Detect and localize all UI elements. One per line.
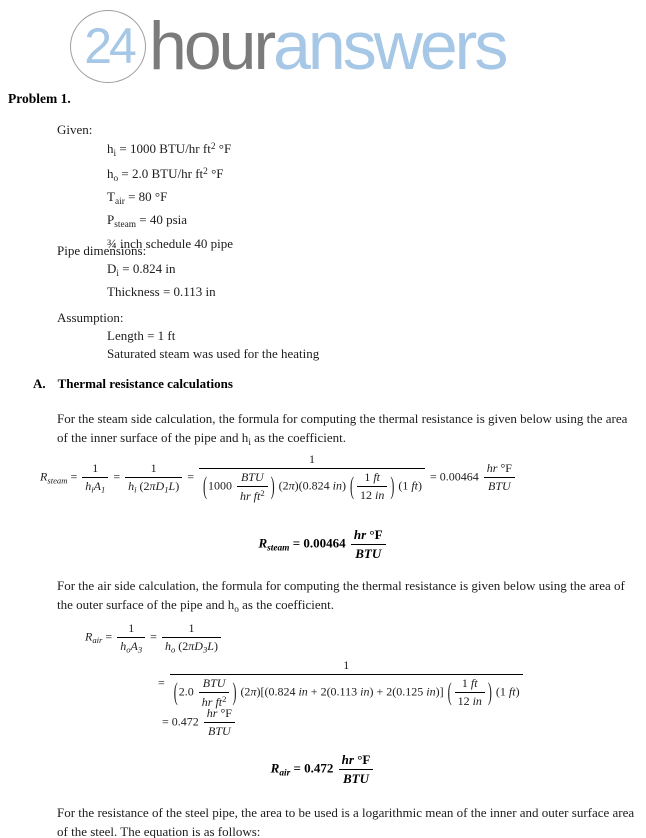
formula-token: T <box>107 189 115 204</box>
formula-token: ( <box>173 677 178 707</box>
fraction-denominator <box>357 487 387 503</box>
fraction <box>357 470 387 503</box>
pipe-dimensions-list <box>107 260 216 301</box>
formula-token: ( <box>447 677 452 707</box>
formula-token: Length = 1 ft <box>107 328 176 343</box>
pipe-dimensions-label: Pipe dimensions: <box>57 243 147 258</box>
fraction-denominator <box>125 478 182 495</box>
formula-token: 2.0 <box>178 684 197 699</box>
formula-token: o <box>113 173 119 184</box>
fraction-numerator <box>204 706 235 723</box>
formula-token: h <box>164 639 171 653</box>
fraction-numerator <box>357 470 387 487</box>
formula-token: 1 <box>461 676 471 691</box>
fraction-denominator <box>82 478 108 495</box>
formula-token: R <box>85 629 93 644</box>
formula-token: 1000 <box>207 478 235 493</box>
formula-token: in <box>332 478 342 493</box>
formula-token: °F <box>497 461 512 476</box>
formula-token: ft <box>373 470 380 485</box>
formula-token: 1 <box>364 470 374 485</box>
given-item-psteam <box>107 211 233 234</box>
logo-word-answers: answers <box>273 8 506 84</box>
formula-token: o <box>170 644 176 655</box>
formula-token: i <box>248 437 251 448</box>
formula-token: (2 <box>275 478 289 493</box>
formula-token: ft <box>470 676 478 691</box>
formula-token: 1 <box>128 621 135 635</box>
section-a-title: Thermal resistance calculations <box>57 376 233 391</box>
formula-token: BTU <box>208 724 231 738</box>
formula-token: (2 <box>136 479 150 494</box>
formula-token: + 2(0.113 <box>307 684 361 699</box>
formula-token: 3 <box>202 644 208 655</box>
fraction <box>170 658 523 710</box>
fraction-numerator <box>455 676 485 693</box>
formula-token: i <box>116 268 119 279</box>
logo-24houranswers <box>70 8 505 84</box>
formula-token: ) <box>270 471 275 501</box>
formula-token: ) <box>487 677 492 707</box>
given-item-ho <box>107 164 233 189</box>
fraction <box>237 470 268 504</box>
formula-token: πD <box>188 639 203 653</box>
formula-token: i <box>134 484 137 495</box>
formula-token: = <box>147 629 160 644</box>
formula-token: ) <box>175 479 180 494</box>
r-air-formula-line-1 <box>85 621 223 655</box>
formula-token: ft <box>411 478 418 493</box>
formula-token: in <box>298 684 308 699</box>
formula-token: = <box>158 675 168 690</box>
section-a-heading <box>33 376 233 392</box>
formula-token: BTU <box>355 546 382 561</box>
fraction <box>117 621 145 655</box>
pipe-item-di <box>107 260 216 283</box>
formula-token: hr <box>353 527 367 542</box>
formula-token: ( <box>202 471 207 501</box>
formula-token: 2 <box>203 166 208 177</box>
formula-token: °F <box>366 527 383 542</box>
given-item-hi <box>107 139 233 164</box>
fraction <box>204 706 235 739</box>
formula-token: ) <box>515 684 520 699</box>
formula-token: = 0.00464 <box>427 469 482 484</box>
formula-token: °F <box>353 752 371 767</box>
formula-token: 2 <box>260 488 265 498</box>
formula-token: = 80 °F <box>124 189 168 204</box>
formula-token: π <box>250 684 257 699</box>
fraction <box>125 461 182 495</box>
formula-token: πD <box>149 479 165 494</box>
formula-token: 1 <box>101 484 106 495</box>
formula-token: as the coefficient. <box>238 597 334 612</box>
fraction-denominator <box>339 770 374 787</box>
formula-token: ft <box>508 684 516 699</box>
formula-token: = <box>102 629 116 644</box>
formula-token: h <box>120 639 127 653</box>
formula-token: ) <box>341 478 349 493</box>
formula-token: )] <box>435 684 447 699</box>
formula-token: P <box>107 212 115 228</box>
formula-token: ) <box>390 471 395 501</box>
r-air-formula-line-3 <box>162 706 237 739</box>
air-side-paragraph <box>57 576 637 620</box>
formula-token: °F <box>217 706 232 720</box>
formula-token: ) <box>213 639 218 653</box>
fraction-numerator <box>199 452 425 469</box>
formula-token: π <box>288 478 295 493</box>
r-steam-result <box>0 527 646 562</box>
formula-token: For the resistance of the steel pipe, the area to be used is a logarithmic mean of the inner and outer surface area of the steel. The equation is as follows: <box>57 805 635 838</box>
formula-token: BTU <box>202 676 226 690</box>
formula-token: h <box>107 165 114 181</box>
problem-heading: Problem 1. <box>8 91 71 106</box>
r-air-formula-line-2 <box>158 658 525 710</box>
logo-circle-icon <box>70 10 146 83</box>
formula-token: o <box>234 604 239 615</box>
formula-token: For the steam side calculation, the formula for computing the thermal resistance is given below using the area of the inner surface of the pipe and h <box>57 411 628 445</box>
formula-token: 3 <box>137 644 143 655</box>
formula-token: steam <box>114 220 137 231</box>
assumption-item-length <box>107 327 319 345</box>
fraction-numerator <box>82 461 108 478</box>
r-steam-formula <box>40 452 517 504</box>
formula-token: = 0.00464 <box>289 535 349 551</box>
formula-token: 1 <box>164 484 169 495</box>
formula-token: (1 <box>395 478 412 493</box>
formula-token: = 40 psia <box>136 212 188 228</box>
fraction-numerator <box>339 752 374 770</box>
formula-token: h <box>107 141 114 157</box>
formula-token: (2 <box>237 684 251 699</box>
formula-token: in <box>472 694 482 709</box>
given-item-tair <box>107 188 233 211</box>
formula-token: Saturated steam was used for the heating <box>107 345 320 361</box>
fraction-numerator <box>351 527 386 545</box>
fraction <box>162 621 221 655</box>
formula-token: R <box>40 469 48 484</box>
formula-token: o <box>126 644 131 655</box>
fraction <box>455 676 485 709</box>
formula-token: For the air side calculation, the formula for computing the thermal resistance is given below using the area of the outer surface of the pipe and h <box>57 578 625 612</box>
formula-token: )(0.824 <box>294 478 333 493</box>
fraction-denominator <box>455 693 485 709</box>
fraction-denominator <box>162 638 221 655</box>
formula-token: hr ft <box>239 488 261 503</box>
fraction <box>351 527 386 562</box>
formula-token: 2 <box>210 142 216 152</box>
section-a-letter: A. <box>33 376 46 391</box>
fraction-denominator <box>351 545 386 562</box>
formula-token: = 0.824 in <box>119 261 176 276</box>
formula-token: in <box>374 488 385 503</box>
fraction-numerator <box>117 621 145 638</box>
formula-token: = 1000 BTU/hr ft <box>116 141 211 157</box>
steam-side-paragraph <box>57 409 637 453</box>
formula-token: ) <box>232 677 237 707</box>
fraction-numerator <box>199 676 230 693</box>
fraction-denominator <box>170 675 523 710</box>
formula-token: i <box>91 484 94 495</box>
fraction <box>199 452 425 504</box>
formula-token: (2 <box>175 639 189 653</box>
assumption-list <box>107 327 319 362</box>
formula-token: (1 <box>492 684 509 699</box>
formula-token: D <box>107 261 117 276</box>
formula-token: 1 <box>188 621 195 635</box>
formula-token: air <box>114 196 125 207</box>
fraction <box>199 676 230 710</box>
fraction-denominator <box>204 723 235 739</box>
fraction-numerator <box>162 621 221 638</box>
formula-token: 12 <box>457 694 473 709</box>
formula-token: steam <box>47 475 68 486</box>
fraction-numerator <box>125 461 182 478</box>
given-label: Given: <box>57 122 93 137</box>
fraction-numerator <box>237 470 268 487</box>
formula-token: BTU <box>343 771 369 786</box>
fraction-denominator <box>237 487 268 504</box>
formula-token: steam <box>267 543 290 554</box>
formula-token: BTU <box>488 479 511 494</box>
given-list <box>107 139 233 252</box>
assumption-item-steam <box>107 345 319 363</box>
formula-token: = 0.472 <box>162 714 202 729</box>
formula-token: in <box>360 684 370 699</box>
fraction-denominator <box>117 638 145 655</box>
formula-token: ) + 2(0.125 <box>369 684 427 699</box>
formula-token: hr <box>486 461 498 476</box>
r-air-result <box>0 752 646 787</box>
formula-token: in <box>426 684 436 699</box>
formula-token: ) <box>418 478 422 493</box>
formula-token: 1 <box>150 461 157 476</box>
logo-word-hour: hour <box>149 8 274 84</box>
formula-token: 1 <box>343 658 350 672</box>
formula-token: 2 <box>222 694 227 704</box>
formula-token: L <box>207 639 214 653</box>
formula-token: = 2.0 BTU/hr ft <box>118 165 204 181</box>
formula-token: air <box>279 768 291 779</box>
formula-token: R <box>270 760 280 776</box>
fraction-numerator <box>170 658 523 675</box>
formula-token: )[(0.824 <box>256 684 299 699</box>
formula-token: i <box>113 149 117 159</box>
formula-token: Thickness = 0.113 in <box>107 284 216 300</box>
formula-token: 1 <box>308 452 315 466</box>
formula-token: hr <box>206 706 218 720</box>
fraction <box>82 461 108 495</box>
fraction <box>339 752 374 787</box>
formula-token: as the coefficient. <box>250 430 346 445</box>
steel-pipe-paragraph <box>57 803 637 838</box>
pipe-item-thickness <box>107 283 216 301</box>
fraction <box>484 461 515 494</box>
formula-token: A <box>130 639 138 653</box>
formula-token: 1 <box>92 461 99 476</box>
formula-token: ( <box>349 471 354 501</box>
formula-token: = <box>184 469 197 484</box>
formula-token: = <box>67 469 81 484</box>
formula-token: R <box>258 535 268 551</box>
formula-token: h <box>85 479 92 494</box>
formula-token: air <box>92 635 103 646</box>
formula-token: L <box>168 479 176 494</box>
logo-number-24: 24 <box>84 18 134 74</box>
formula-token: °F <box>207 165 224 181</box>
assumption-label: Assumption: <box>57 310 124 325</box>
fraction-denominator <box>484 478 515 494</box>
formula-token: A <box>93 479 101 494</box>
formula-token: 12 <box>359 488 375 503</box>
formula-token: h <box>128 479 135 494</box>
fraction-numerator <box>484 461 515 478</box>
formula-token: BTU <box>240 470 264 484</box>
formula-token: hr <box>341 752 354 767</box>
formula-token: = <box>110 469 124 484</box>
formula-token: °F <box>215 141 232 157</box>
formula-token: = 0.472 <box>290 760 337 776</box>
fraction-denominator <box>199 469 425 504</box>
formula-token: ¾ inch schedule 40 pipe <box>107 235 233 251</box>
formula-token: hr ft <box>201 694 223 709</box>
